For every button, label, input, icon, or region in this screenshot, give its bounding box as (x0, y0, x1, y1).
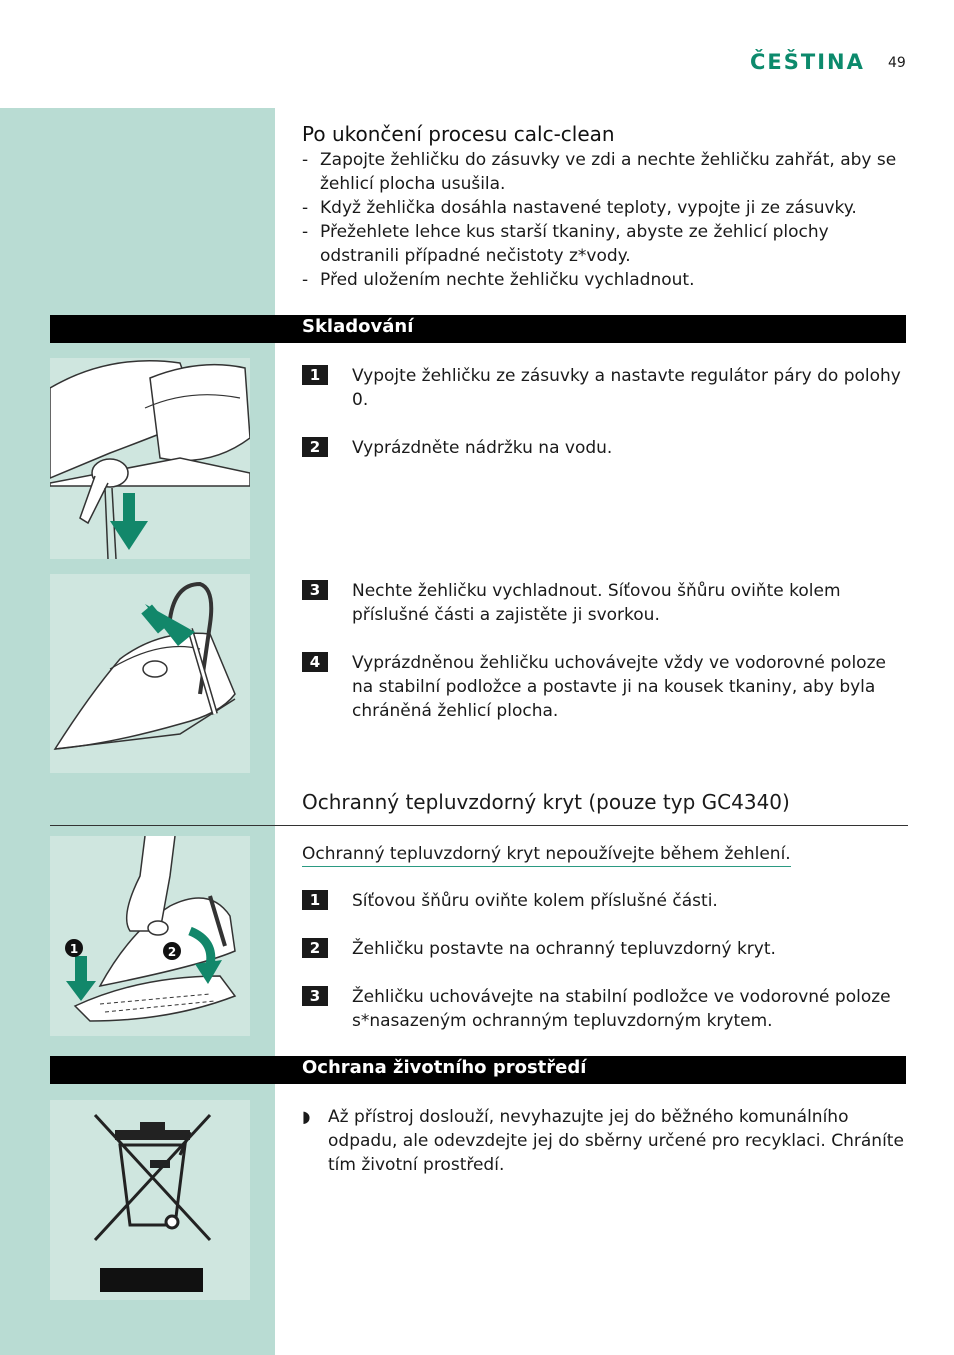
language-header: ČEŠTINA (750, 50, 865, 74)
page-number: 49 (888, 55, 906, 71)
step-text: Vyprázdněnou žehličku uchovávejte vždy ve vodorovné poloze na stabilní podložce a postavte ji na kousek tkaniny, aby byla chráněná žehlicí plocha. (352, 653, 886, 721)
storage-step (302, 436, 906, 460)
step-number: 3 (302, 580, 328, 600)
heat-cover-title: Ochranný tepluvzdorný kryt (pouze typ GC4340) (302, 790, 790, 814)
list-item-text: Před uložením nechte žehličku vychladnout. (320, 270, 695, 290)
storage-title: Skladování (302, 316, 414, 337)
list-item-text: Když žehlička dosáhla nastavené teploty, vypojte ji ze zásuvky. (320, 198, 857, 218)
step-text: Síťovou šňůru oviňte kolem příslušné části. (352, 891, 718, 911)
step-text: Žehličku uchovávejte na stabilní podložce ve vodorovné poloze s*nasazeným ochranným tepluvzdorným krytem. (352, 987, 891, 1031)
crossed-bin-icon (50, 1100, 250, 1300)
list-dash: - (302, 198, 309, 218)
step-text: Žehličku postavte na ochranný tepluvzdorný kryt. (352, 939, 776, 959)
list-item (302, 196, 906, 220)
step-number: 1 (302, 365, 328, 385)
bullet-icon: ◗ (302, 1107, 311, 1126)
environment-bullet (302, 1105, 906, 1177)
step-number: 1 (302, 890, 328, 910)
storage-step (302, 651, 906, 723)
list-dash: - (302, 150, 309, 170)
step-number: 2 (302, 437, 328, 457)
list-dash: - (302, 222, 309, 242)
step-number: 4 (302, 652, 328, 672)
step-number: 3 (302, 986, 328, 1006)
section-bar-environment (50, 1056, 906, 1084)
illustration-recycle-bin (50, 1100, 250, 1300)
step-number: 2 (302, 938, 328, 958)
step-text: Vyprázdněte nádržku na vodu. (352, 438, 613, 458)
heat-cover-step (302, 889, 906, 913)
storage-step (302, 364, 906, 412)
illustration-heat-cover (50, 836, 250, 1036)
storage-step (302, 579, 906, 627)
heat-cover-step (302, 937, 906, 961)
callout-1: 1 (69, 942, 79, 956)
list-item (302, 148, 906, 196)
heat-cover-note: Ochranný tepluvzdorný kryt nepoužívejte během žehlení. (302, 842, 791, 867)
step-text: Vypojte žehličku ze zásuvky a nastavte regulátor páry do polohy 0. (352, 366, 901, 410)
list-item (302, 220, 906, 268)
section-bar-storage (50, 315, 906, 343)
callout-2: 2 (167, 945, 177, 959)
list-dash: - (302, 270, 309, 290)
list-item-text: Přežehlete lehce kus starší tkaniny, abyste ze žehlicí plochy odstranili případné nečistoty z*vody. (320, 222, 829, 266)
heat-cover-step (302, 985, 906, 1033)
illustration-wrap-cord (50, 574, 250, 773)
environment-title: Ochrana životního prostředí (302, 1057, 587, 1078)
illustration-empty-tank (50, 358, 250, 559)
step-text: Nechte žehličku vychladnout. Síťovou šňůru oviňte kolem příslušné části a zajistěte ji svorkou. (352, 581, 841, 625)
list-item (302, 268, 906, 292)
section-divider (50, 825, 908, 826)
environment-text: Až přístroj doslouží, nevyhazujte jej do běžného komunálního odpadu, ale odevzdejte jej do sběrny určené pro recyklaci. Chráníte tím životní prostředí. (328, 1107, 904, 1175)
after-calc-clean-title: Po ukončení procesu calc-clean (302, 122, 615, 146)
list-item-text: Zapojte žehličku do zásuvky ve zdi a nechte žehličku zahřát, aby se žehlicí plocha usušila. (320, 150, 897, 194)
